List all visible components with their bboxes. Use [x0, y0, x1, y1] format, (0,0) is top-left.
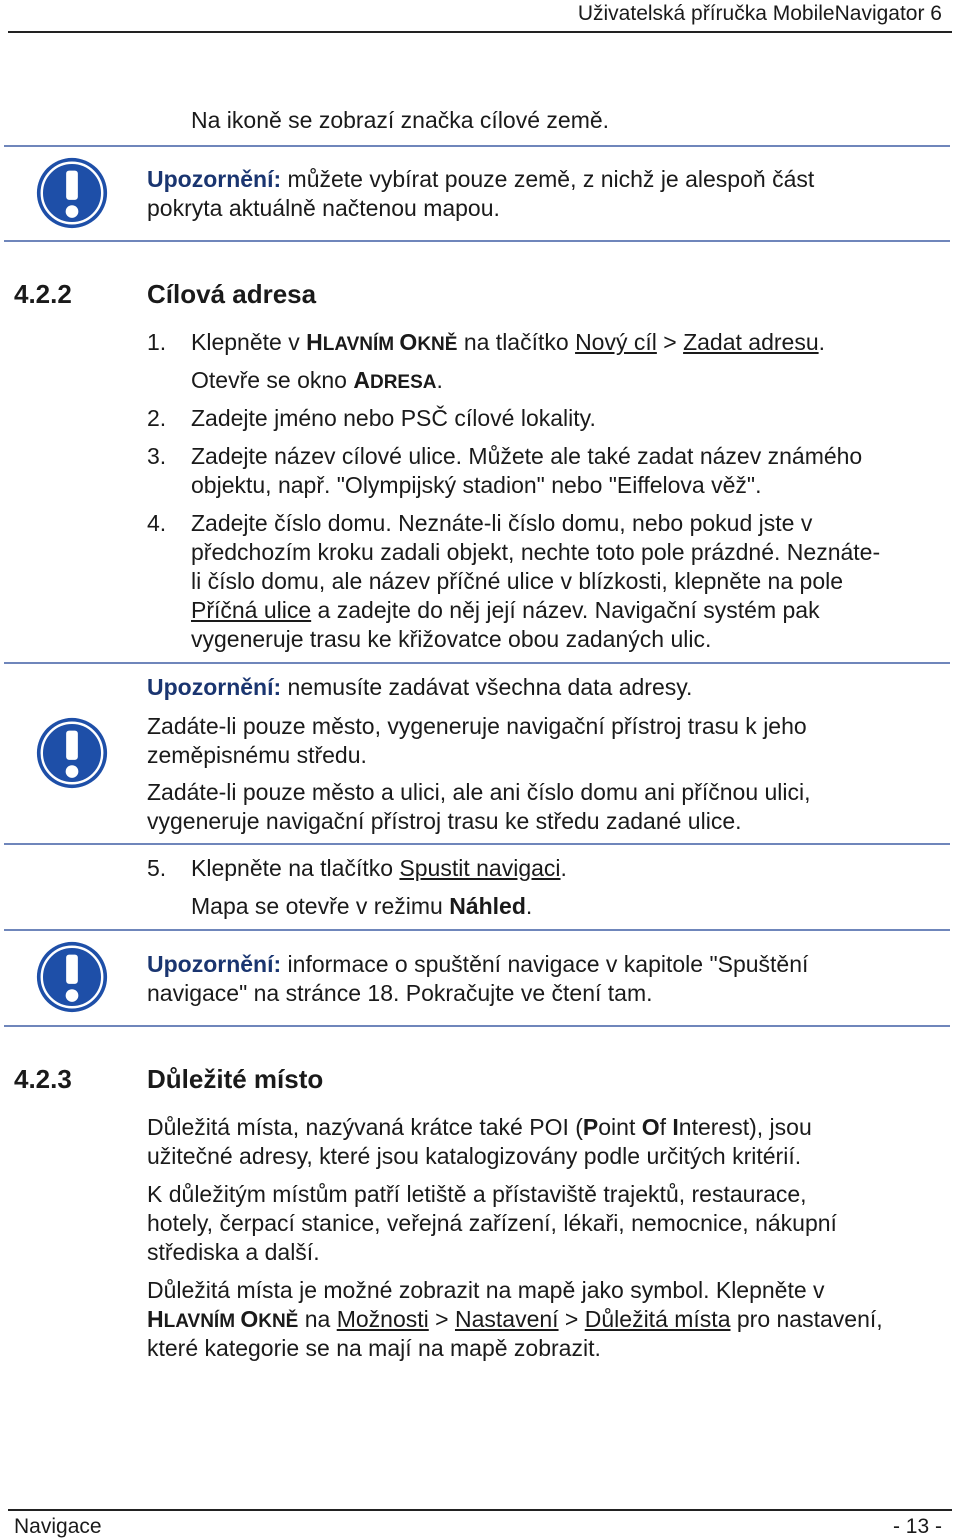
link-options[interactable]: Možnosti	[336, 1306, 429, 1332]
poi-text-line: užitečné adresy, které jsou katalogizovány podle určitých kritérií.	[147, 1143, 802, 1169]
step-text: Mapa se otevře v režimu	[191, 893, 450, 919]
note-text-line: zeměpisnému středu.	[147, 742, 367, 768]
note-paragraph	[147, 950, 808, 979]
page-header-title: Uživatelská příručka MobileNavigator 6	[577, 2, 942, 25]
step-number: 3.	[147, 443, 167, 469]
note-label: Upozornění:	[147, 166, 282, 192]
poi-text-line: střediska a další.	[147, 1239, 320, 1265]
path-separator: >	[558, 1306, 585, 1332]
step-text: na tlačítko	[457, 329, 576, 355]
step-number: 1.	[147, 329, 167, 355]
step-5-text	[191, 854, 567, 883]
step-text: .	[525, 893, 533, 919]
step-text: .	[436, 367, 443, 393]
section-title: Cílová adresa	[147, 279, 317, 309]
poi-text-line: K důležitým místům patří letiště a přístaviště trajektů, restaurace,	[147, 1181, 807, 1207]
footer-rule	[8, 1509, 952, 1511]
warning-exclamation-icon	[33, 938, 111, 1016]
header-rule	[8, 31, 952, 33]
link-settings[interactable]: Nastavení	[454, 1306, 559, 1332]
step-number: 2.	[147, 405, 167, 431]
step-1-result	[191, 366, 443, 397]
link-points-of-interest[interactable]: Důležitá místa	[584, 1306, 731, 1332]
step-text: Klepněte na tlačítko	[191, 855, 400, 881]
note-text-line: pokryta aktuálně načtenou mapou.	[147, 195, 500, 221]
step-4-text-line: li číslo domu, ale název příčné ulice v blízkosti, klepněte na pole	[191, 568, 844, 594]
step-3-text-line: objektu, např. "Olympijský stadion" nebo "Eiffelova věž".	[191, 472, 762, 498]
note-text: nemusíte zadávat všechna data adresy.	[287, 674, 693, 700]
poi-paragraph: Důležitá místa, nazývaná krátce také POI (Point Of Interest), jsou	[147, 1114, 812, 1140]
note-text: informace o spuštění navigace v kapitole "Spuštění	[287, 951, 809, 977]
poi-text: na	[298, 1306, 337, 1332]
path-separator: >	[428, 1306, 455, 1332]
path-separator: >	[656, 329, 684, 355]
note-text-line: Zadáte-li pouze město, vygeneruje navigační přístroj trasu k jeho	[147, 713, 807, 739]
step-number: 5.	[147, 855, 167, 881]
step-text: Otevře se okno	[191, 367, 354, 393]
warning-exclamation-icon	[33, 714, 111, 792]
link-cross-street[interactable]: Příčná ulice	[191, 597, 312, 623]
note-text-line: navigace" na stránce 18. Pokračujte ve čtení tam.	[147, 980, 653, 1006]
section-number: 4.2.3	[14, 1064, 72, 1094]
step-text: .	[818, 329, 825, 355]
poi-text-line: které kategorie se na mají na mapě zobrazit.	[147, 1335, 601, 1361]
step-text: Klepněte v	[191, 329, 307, 355]
section-number: 4.2.2	[14, 279, 72, 309]
link-new-destination[interactable]: Nový cíl	[575, 329, 657, 355]
note-rule-bottom	[4, 240, 950, 242]
step-1-text	[191, 328, 825, 359]
note-rule-top	[4, 929, 950, 931]
main-window-name: HLAVNÍM OKNĚ	[147, 1306, 299, 1332]
poi-text: pro nastavení,	[730, 1306, 883, 1332]
link-start-navigation[interactable]: Spustit navigaci	[399, 855, 561, 881]
step-2-text: Zadejte jméno nebo PSČ cílové lokality.	[191, 405, 596, 431]
address-window-name: ADRESA	[353, 367, 437, 393]
note-paragraph	[147, 165, 814, 194]
note-text-line: vygeneruje navigační přístroj trasu ke středu zadané ulice.	[147, 808, 742, 834]
note-rule-top	[4, 662, 950, 664]
preview-mode-name: Náhled	[449, 893, 526, 919]
step-3-text: Zadejte název cílové ulice. Můžete ale také zadat název známého	[191, 443, 863, 469]
poi-menu-path	[147, 1305, 883, 1336]
step-4-text-line	[191, 596, 820, 625]
footer-chapter: Navigace	[14, 1515, 102, 1538]
footer-page-number: - 13 -	[892, 1515, 942, 1538]
step-5-result	[191, 892, 532, 921]
step-4-text-line: předchozím kroku zadali objekt, nechte toto pole prázdné. Neznáte-	[191, 539, 881, 565]
note-rule-bottom	[4, 1025, 950, 1027]
section-title: Důležité místo	[147, 1064, 324, 1094]
warning-exclamation-icon	[33, 154, 111, 232]
note-rule-top	[4, 145, 950, 147]
note-label: Upozornění:	[147, 674, 282, 700]
link-enter-address[interactable]: Zadat adresu	[683, 329, 819, 355]
poi-text: Důležitá místa, nazývaná krátce také POI (	[147, 1114, 583, 1140]
step-number: 4.	[147, 510, 167, 536]
poi-text-line: Důležitá místa je možné zobrazit na mapě jako symbol. Klepněte v	[147, 1277, 825, 1303]
step-4-text: Zadejte číslo domu. Neznáte-li číslo domu, nebo pokud jste v	[191, 510, 813, 536]
note-text: můžete vybírat pouze země, z nichž je alespoň část	[287, 166, 815, 192]
note-text-line: Zadáte-li pouze město a ulici, ale ani číslo domu ani příčnou ulici,	[147, 779, 811, 805]
step-4-text-line: vygeneruje trasu ke křižovatce obou zadaných ulic.	[191, 626, 712, 652]
note-label: Upozornění:	[147, 951, 282, 977]
note-rule-bottom	[4, 843, 950, 845]
poi-text-line: hotely, čerpací stanice, veřejná zařízení, lékaři, nemocnice, nákupní	[147, 1210, 837, 1236]
main-window-name: HLAVNÍM OKNĚ	[306, 329, 458, 355]
note-paragraph	[147, 673, 692, 702]
step-text: .	[560, 855, 567, 881]
intro-text: Na ikoně se zobrazí značka cílové země.	[191, 107, 610, 133]
step-text: a zadejte do něj její název. Navigační systém pak	[311, 597, 820, 623]
